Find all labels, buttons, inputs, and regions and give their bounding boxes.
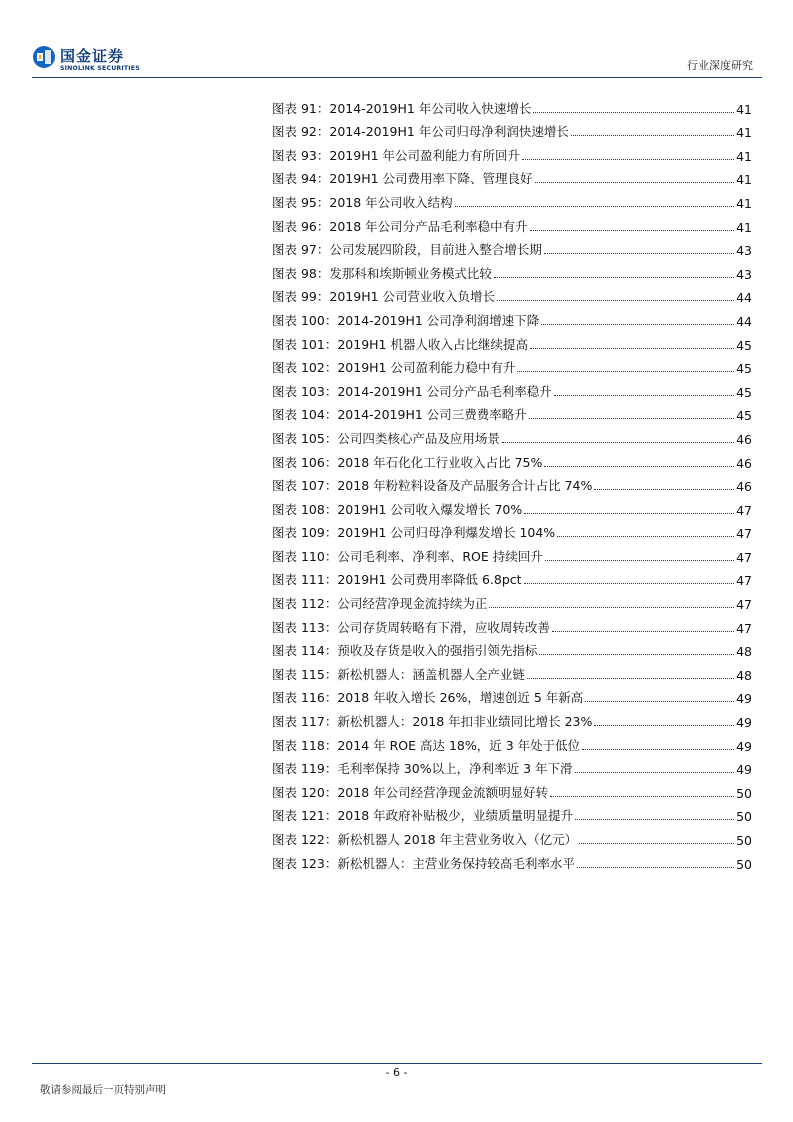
toc-entry[interactable] <box>272 612 752 636</box>
toc-entry-title: 图表 116：2018 年收入增长 26%，增速创近 5 年新高 <box>272 690 584 706</box>
toc-entry[interactable] <box>272 447 752 471</box>
toc-entry-page: 49 <box>736 715 752 731</box>
toc-entry[interactable] <box>272 730 752 754</box>
toc-entry-title: 图表 99：2019H1 公司营业收入负增长 <box>272 289 496 305</box>
logo-text-en: SINOLINK SECURITIES <box>60 65 140 72</box>
toc-entry-title: 图表 108：2019H1 公司收入爆发增长 70% <box>272 501 523 517</box>
toc-leader-dots <box>557 536 734 537</box>
toc-leader-dots <box>489 607 734 608</box>
toc-leader-dots <box>539 654 734 655</box>
toc-leader-dots <box>552 631 734 632</box>
toc-entry[interactable] <box>272 211 752 235</box>
toc-entry-page: 41 <box>736 148 752 164</box>
toc-entry[interactable] <box>272 824 752 848</box>
toc-entry-title: 图表 113：公司存货周转略有下滑，应收周转改善 <box>272 619 550 635</box>
toc-entry-title: 图表 106：2018 年石化化工行业收入占比 75% <box>272 454 543 470</box>
toc-entry-page: 43 <box>736 243 752 259</box>
toc-entry-page: 46 <box>736 455 752 471</box>
toc-leader-dots <box>554 395 734 396</box>
toc-entry[interactable] <box>272 164 752 188</box>
toc-leader-dots <box>594 725 734 726</box>
toc-entry-page: 46 <box>736 479 752 495</box>
toc-entry-page: 45 <box>736 337 752 353</box>
toc-leader-dots <box>575 819 734 820</box>
toc-entry-page: 47 <box>736 597 752 613</box>
toc-entry-title: 图表 114：预收及存货是收入的强指引领先指标 <box>272 643 538 659</box>
page-number: - 6 - <box>385 1066 408 1079</box>
toc-entry-page: 44 <box>736 313 752 329</box>
toc-entry[interactable] <box>272 659 752 683</box>
toc-leader-dots <box>497 300 734 301</box>
toc-entry-title: 图表 120：2018 年公司经营净现金流额明显好转 <box>272 784 549 800</box>
toc-leader-dots <box>541 324 734 325</box>
toc-entry-page: 50 <box>736 833 752 848</box>
toc-entry[interactable] <box>272 471 752 495</box>
toc-entry-title: 图表 98：发那科和埃斯顿业务模式比较 <box>272 265 492 281</box>
toc-entry-page: 45 <box>736 361 752 377</box>
toc-entry-title: 图表 91：2014-2019H1 年公司收入快速增长 <box>272 100 532 116</box>
toc-entry-title: 图表 96：2018 年公司分产品毛利率稳中有升 <box>272 218 528 234</box>
toc-entry-page: 43 <box>736 266 752 282</box>
toc-entry[interactable] <box>272 683 752 707</box>
toc-entry[interactable] <box>272 518 752 542</box>
toc-entry-title: 图表 95：2018 年公司收入结构 <box>272 194 453 210</box>
toc-entry-title: 图表 112：公司经营净现金流持续为正 <box>272 596 488 612</box>
toc-entry[interactable] <box>272 329 752 353</box>
toc-entry[interactable] <box>272 400 752 424</box>
toc-entry[interactable] <box>272 801 752 825</box>
header-divider <box>32 77 762 78</box>
toc-entry[interactable] <box>272 235 752 259</box>
toc-entry-page: 46 <box>736 431 752 447</box>
toc-leader-dots <box>530 230 734 231</box>
page-header <box>0 0 793 80</box>
toc-entry[interactable] <box>272 777 752 801</box>
toc-leader-dots <box>533 112 734 113</box>
toc-entry-title: 图表 122：新松机器人 2018 年主营业务收入（亿元） <box>272 832 578 847</box>
toc-entry-title: 图表 97：公司发展四阶段，目前进入整合增长期 <box>272 242 542 258</box>
toc-leader-dots <box>502 442 734 443</box>
toc-entry[interactable] <box>272 187 752 211</box>
toc-entry-title: 图表 92：2014-2019H1 年公司归母净利润快速增长 <box>272 124 569 140</box>
table-of-figures <box>272 93 752 872</box>
toc-leader-dots <box>524 513 734 514</box>
toc-entry[interactable] <box>272 258 752 282</box>
toc-entry[interactable] <box>272 353 752 377</box>
toc-entry-title: 图表 118：2014 年 ROE 高达 18%，近 3 年处于低位 <box>272 737 581 753</box>
toc-leader-dots <box>550 796 734 797</box>
toc-entry[interactable] <box>272 140 752 164</box>
toc-entry-title: 图表 123：新松机器人：主营业务保持较高毛利率水平 <box>272 855 575 871</box>
toc-entry[interactable] <box>272 588 752 612</box>
toc-entry-title: 图表 107：2018 年粉粒料设备及产品服务合计占比 74% <box>272 478 593 494</box>
toc-entry-title: 图表 94：2019H1 公司费用率下降、管理良好 <box>272 171 533 187</box>
toc-entry[interactable] <box>272 848 752 872</box>
toc-entry-page: 50 <box>736 785 752 801</box>
toc-entry-title: 图表 119：毛利率保持 30%以上，净利率近 3 年下滑 <box>272 761 573 777</box>
toc-entry-page: 41 <box>736 219 752 235</box>
toc-entry[interactable] <box>272 754 752 778</box>
toc-leader-dots <box>585 701 734 702</box>
toc-leader-dots <box>544 253 734 254</box>
disclaimer-text: 敬请参阅最后一页特别声明 <box>40 1084 166 1096</box>
toc-entry-title: 图表 110：公司毛利率、净利率、ROE 持续回升 <box>272 548 543 564</box>
toc-entry-page: 41 <box>736 125 752 141</box>
toc-leader-dots <box>577 867 734 868</box>
toc-entry-title: 图表 121：2018 年政府补贴极少，业绩质量明显提升 <box>272 808 574 824</box>
toc-entry-page: 50 <box>736 809 752 825</box>
toc-entry-title: 图表 100：2014-2019H1 公司净利润增速下降 <box>272 312 540 328</box>
toc-entry-title: 图表 117：新松机器人：2018 年扣非业绩同比增长 23% <box>272 714 593 730</box>
toc-entry[interactable] <box>272 565 752 589</box>
toc-entry[interactable] <box>272 282 752 306</box>
toc-entry-page: 47 <box>736 549 752 565</box>
toc-entry[interactable] <box>272 117 752 141</box>
toc-entry-page: 49 <box>736 691 752 707</box>
footer-divider <box>32 1063 762 1064</box>
toc-entry-page: 47 <box>736 620 752 636</box>
toc-entry-title: 图表 101：2019H1 机器人收入占比继续提高 <box>272 336 528 352</box>
toc-entry-page: 47 <box>736 526 752 542</box>
toc-leader-dots <box>527 678 734 679</box>
toc-leader-dots <box>579 843 734 844</box>
toc-entry-page: 47 <box>736 502 752 518</box>
logo-mark-icon <box>32 45 56 69</box>
toc-entry-page: 41 <box>736 172 752 188</box>
toc-entry-page: 47 <box>736 573 752 589</box>
toc-entry[interactable] <box>272 494 752 518</box>
toc-leader-dots <box>517 371 734 372</box>
toc-entry[interactable] <box>272 376 752 400</box>
toc-leader-dots <box>544 466 734 467</box>
toc-entry-title: 图表 109：2019H1 公司归母净利爆发增长 104% <box>272 525 556 541</box>
toc-leader-dots <box>455 206 734 207</box>
toc-entry-title: 图表 102：2019H1 公司盈利能力稳中有升 <box>272 360 516 376</box>
toc-entry-page: 41 <box>736 195 752 211</box>
toc-entry-title: 图表 103：2014-2019H1 公司分产品毛利率稳升 <box>272 383 552 399</box>
company-logo <box>32 45 162 75</box>
toc-entry[interactable] <box>272 636 752 660</box>
toc-leader-dots <box>582 749 734 750</box>
section-title: 行业深度研究 <box>687 59 753 72</box>
toc-leader-dots <box>494 277 734 278</box>
toc-entry-title: 图表 111：2019H1 公司费用率降低 6.8pct <box>272 572 522 588</box>
toc-leader-dots <box>530 348 734 349</box>
toc-entry-page: 48 <box>736 644 752 660</box>
toc-leader-dots <box>594 489 734 490</box>
toc-entry-page: 45 <box>736 408 752 424</box>
toc-leader-dots <box>535 182 735 183</box>
logo-text-cn: 国金证券 <box>60 47 125 65</box>
toc-entry-page: 50 <box>736 856 752 872</box>
toc-entry-page: 44 <box>736 290 752 306</box>
toc-leader-dots <box>545 560 734 561</box>
toc-entry[interactable] <box>272 423 752 447</box>
toc-leader-dots <box>575 772 735 773</box>
toc-entry-page: 49 <box>736 762 752 778</box>
toc-entry[interactable] <box>272 706 752 730</box>
toc-leader-dots <box>529 418 734 419</box>
toc-entry-title: 图表 104：2014-2019H1 公司三费费率略升 <box>272 407 527 423</box>
toc-entry-page: 41 <box>736 101 752 117</box>
toc-entry-title: 图表 115：新松机器人：涵盖机器人全产业链 <box>272 666 525 682</box>
toc-leader-dots <box>571 135 734 136</box>
toc-leader-dots <box>522 159 734 160</box>
toc-entry[interactable] <box>272 93 752 117</box>
toc-leader-dots <box>524 583 735 584</box>
toc-entry-title: 图表 105：公司四类核心产品及应用场景 <box>272 430 500 446</box>
toc-entry[interactable] <box>272 305 752 329</box>
toc-entry-page: 49 <box>736 738 752 754</box>
toc-entry-page: 45 <box>736 384 752 400</box>
toc-entry[interactable] <box>272 541 752 565</box>
toc-entry-page: 48 <box>736 667 752 683</box>
toc-entry-title: 图表 93：2019H1 年公司盈利能力有所回升 <box>272 147 521 163</box>
